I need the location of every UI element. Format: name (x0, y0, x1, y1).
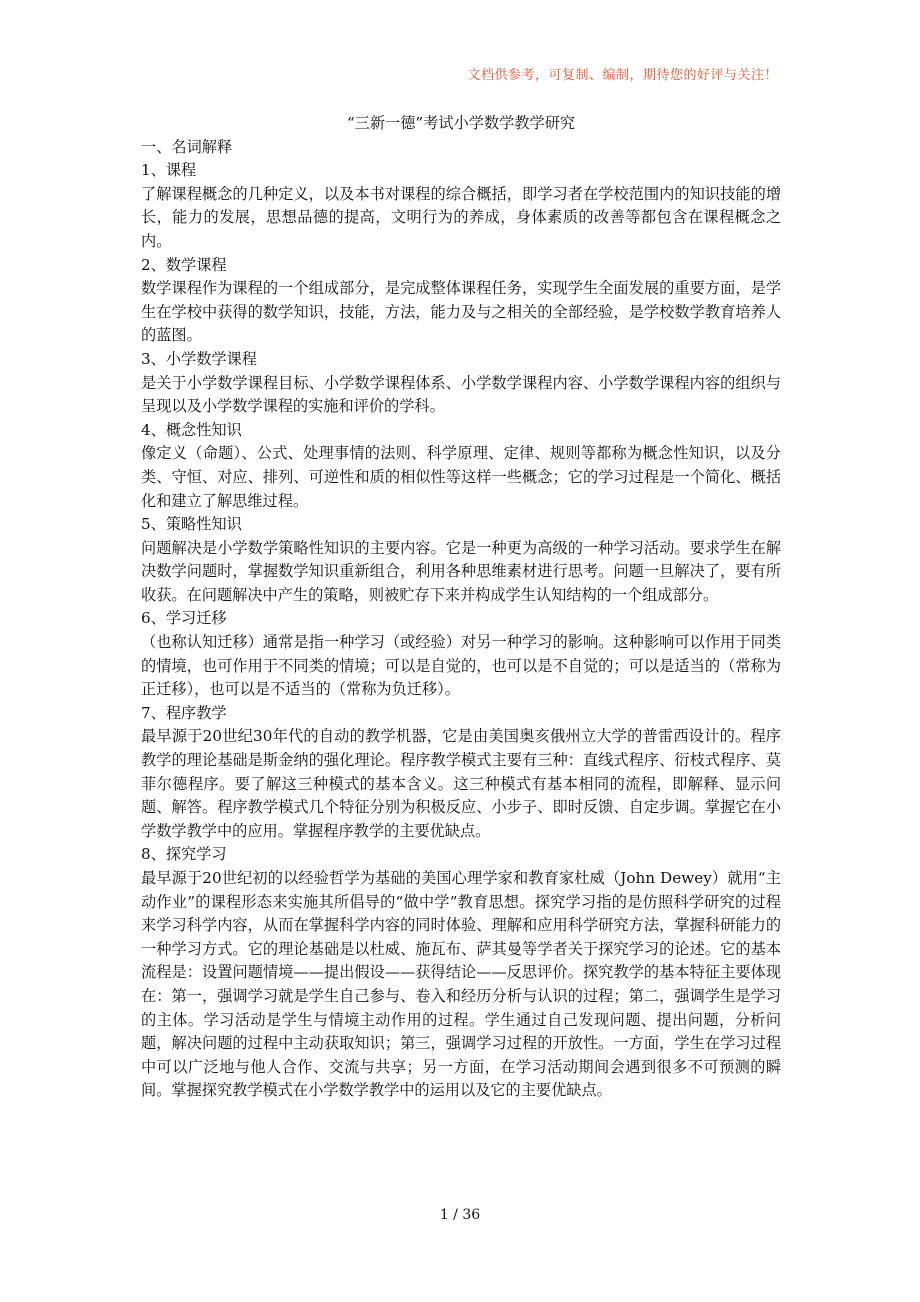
entry-body-inquiry-learning: 最早源于20世纪初的以经验哲学为基础的美国心理学家和教育家杜威（John Dewey）就用“主动作业”的课程形态来实施其所倡导的“做中学”教育思想。探究学习指的是仿照科学研究的过程来学习科学内容，从而在掌握科学内容的同时体验、理解和应用科学研究方法，掌握科研能力的一种学习方式。它的理论基础是以杜威、施瓦布、萨其曼等学者关于探究学习的论述。它的基本流程是：设置问题情境——提出假设——获得结论——反思评价。探究教学的基本特征主要体现在：第一，强调学习就是学生自己参与、卷入和经历分析与认识的过程；第二，强调学生是学习的主体。学习活动是学生与情境主动作用的过程。学生通过自己发现问题、提出问题，分析问题，解决问题的过程中主动获取知识；第三，强调学习过程的开放性。一方面，学生在学习过程中可以广泛地与他人合作、交流与共享；另一方面，在学习活动期间会遇到很多不可预测的瞬间。掌握探究教学模式在小学数学教学中的运用以及它的主要优缺点。 (141, 869, 781, 1100)
entry-body-learning-transfer: （也称认知迁移）通常是指一种学习（或经验）对另一种学习的影响。这种影响可以作用于同类的情境，也可作用于不同类的情境；可以是自觉的，也可以是不自觉的；可以是适当的（常称为正迁移），也可以是不适当的（常称为负迁移）。 (141, 633, 781, 699)
entry-body-course: 了解课程概念的几种定义，以及本书对课程的综合概括，即学习者在学校范围内的知识技能的增长，能力的发展，思想品德的提高，文明行为的养成，身体素质的改善等都包含在课程概念之内。 (141, 184, 781, 250)
entry-heading-learning-transfer: 6、学习迁移 (141, 609, 227, 628)
entry-heading-strategic-knowledge: 5、策略性知识 (141, 515, 242, 534)
entry-heading-primary-math-course: 3、小学数学课程 (141, 349, 257, 368)
entry-heading-math-course: 2、数学课程 (141, 255, 227, 274)
entry-heading-course: 1、课程 (141, 161, 197, 180)
entry-body-math-course: 数学课程作为课程的一个组成部分，是完成整体课程任务，实现学生全面发展的重要方面，是学生在学校中获得的数学知识，技能，方法，能力及与之相关的全部经验，是学校数学教育培养人的蓝图。 (141, 279, 781, 345)
entry-body-primary-math-course: 是关于小学数学课程目标、小学数学课程体系、小学数学课程内容、小学数学课程内容的组织与呈现以及小学数学课程的实施和评价的学科。 (141, 373, 781, 416)
entry-heading-inquiry-learning: 8、探究学习 (141, 845, 227, 864)
document-title: “三新一德”考试小学数学教学研究 (346, 114, 576, 132)
section-heading: 一、名词解释 (141, 137, 233, 156)
entry-body-programmed-instruction: 最早源于20世纪30年代的自动的教学机器，它是由美国奥亥俄州立大学的普雷西设计的。程序教学的理论基础是斯金纳的强化理论。程序教学模式主要有三种：直线式程序、衍枝式程序、莫菲尔德程序。要了解这三种模式的基本含义。这三种模式有基本相同的流程，即解释、显示问题、解答。程序教学模式几个特征分别为积极反应、小步子、即时反馈、自定步调。掌握它在小学数学教学中的应用。掌握程序教学的主要优缺点。 (141, 727, 781, 840)
document-notice: 文档供参考，可复制、编制，期待您的好评与关注！ (467, 68, 778, 83)
entry-body-strategic-knowledge: 问题解决是小学数学策略性知识的主要内容。它是一种更为高级的一种学习活动。要求学生在解决数学问题时，掌握数学知识重新组合，利用各种思维素材进行思考。问题一旦解决了，要有所收获。在问题解决中产生的策略，则被贮存下来并构成学生认知结构的一个组成部分。 (141, 538, 781, 604)
entry-heading-programmed-instruction: 7、程序教学 (141, 703, 227, 722)
page-number: 1 / 36 (439, 1207, 481, 1223)
document-body (141, 112, 781, 1103)
entry-heading-conceptual-knowledge: 4、概念性知识 (141, 420, 242, 439)
entry-body-conceptual-knowledge: 像定义（命题）、公式、处理事情的法则、科学原理、定律、规则等都称为概念性知识，以及分类、守恒、对应、排列、可逆性和质的相似性等这样一些概念；它的学习过程是一个简化、概括化和建立了解思维过程。 (141, 444, 781, 510)
